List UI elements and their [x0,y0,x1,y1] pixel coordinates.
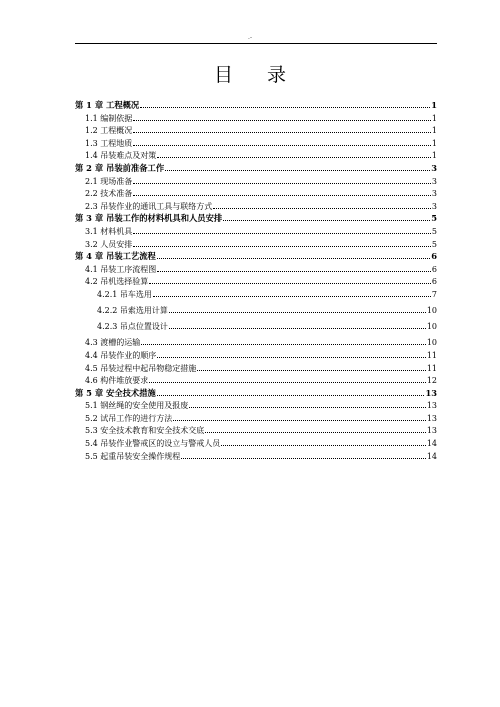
toc-entry-label: 3.1 材料机具 [85,226,133,236]
toc-entry-page: 6 [431,264,437,274]
toc-section-entry[interactable] [75,376,437,385]
toc-section-entry[interactable] [75,126,437,135]
toc-entry-page: 13 [426,426,437,436]
toc-leader-dots [157,258,430,259]
toc-entry-page: 3 [431,201,437,211]
toc-chapter-entry[interactable] [75,101,437,110]
toc-section-entry[interactable] [75,265,437,274]
toc-entry-label: 5.3 安全技术教育和安全技术交底 [85,426,205,436]
toc-entry-page: 3 [431,189,437,199]
toc-entry-label: 第 2 章 吊装前准备工作 [75,162,165,173]
toc-entry-label: 4.2.2 吊索选用计算 [97,306,168,316]
toc-entry-label: 第 1 章 工程概况 [75,100,140,110]
toc-section-entry[interactable] [75,414,437,423]
toc-leader-dots [169,312,426,313]
toc-entry-page: 10 [426,306,437,316]
toc-entry-page: 3 [431,176,437,186]
toc-section-entry[interactable] [75,322,437,331]
toc-section-entry[interactable] [75,439,437,448]
toc-section-entry[interactable] [75,290,437,299]
toc-leader-dots [213,208,431,209]
page-title: 目 录 [213,64,301,86]
toc-entry-page: 1 [431,126,437,136]
header-rule [75,43,437,44]
toc-section-entry[interactable] [75,351,437,360]
table-of-contents [75,101,437,464]
toc-entry-page: 5 [431,226,437,236]
toc-entry-label: 第 4 章 吊装工艺流程 [75,251,156,262]
toc-entry-page: 10 [426,338,437,348]
toc-entry-page: 5 [431,213,437,224]
toc-entry-label: 1.3 工程地质 [85,138,133,148]
toc-leader-dots [157,357,426,358]
toc-leader-dots [153,296,431,297]
toc-leader-dots [173,420,426,421]
toc-entry-page: 14 [426,439,437,449]
toc-section-entry[interactable] [75,338,437,347]
toc-section-entry[interactable] [75,364,437,373]
toc-leader-dots [205,432,426,433]
toc-entry-label: 1.1 编制依据 [85,113,133,123]
toc-leader-dots [157,271,431,272]
toc-chapter-entry[interactable] [75,389,437,398]
toc-entry-page: 13 [426,401,437,411]
toc-leader-dots [133,120,431,121]
toc-entry-label: 4.2.3 吊点位置设计 [97,322,168,332]
toc-section-entry[interactable] [75,240,437,249]
toc-leader-dots [181,458,426,459]
toc-entry-page: 13 [426,413,437,423]
toc-entry-page: 13 [425,387,437,398]
toc-section-entry[interactable] [75,151,437,160]
toc-entry-page: 1 [431,151,437,161]
toc-leader-dots [133,132,431,133]
toc-entry-label: 5.4 吊装作业警戒区的设立与警戒人员 [85,439,221,449]
toc-chapter-entry[interactable] [75,164,437,173]
toc-entry-page: 1 [431,113,437,123]
toc-section-entry[interactable] [75,177,437,186]
toc-section-entry[interactable] [75,452,437,461]
toc-leader-dots [141,344,426,345]
toc-entry-label: 4.3 渡槽的运输 [85,338,141,348]
toc-entry-label: 5.1 钢丝绳的安全使用及报废 [85,401,189,411]
toc-section-entry[interactable] [75,227,437,236]
toc-entry-page: 6 [431,277,437,287]
toc-entry-label: 3.2 人员安排 [85,239,133,249]
toc-section-entry[interactable] [75,202,437,211]
toc-entry-label: 2.1 现场准备 [85,176,133,186]
toc-entry-page: 5 [431,239,437,249]
toc-leader-dots [133,145,431,146]
toc-entry-page: 1 [431,138,437,148]
toc-chapter-entry[interactable] [75,214,437,223]
toc-entry-label: 1.4 吊装难点及对策 [85,151,157,161]
toc-leader-dots [165,170,430,171]
toc-entry-page: 6 [431,251,437,262]
toc-leader-dots [157,157,431,158]
toc-section-entry[interactable] [75,306,437,315]
toc-entry-label: 4.1 吊装工序流程图 [85,264,157,274]
toc-entry-label: 4.2 吊机选择验算 [85,277,149,287]
toc-entry-page: 11 [426,363,437,373]
toc-leader-dots [149,382,426,383]
toc-leader-dots [133,233,431,234]
toc-leader-dots [221,445,426,446]
toc-entry-label: 第 3 章 吊装工作的材料机具和人员安排 [75,213,223,224]
toc-entry-page: 10 [426,322,437,332]
toc-section-entry[interactable] [75,401,437,410]
toc-section-entry[interactable] [75,139,437,148]
toc-section-entry[interactable] [75,277,437,286]
toc-entry-label: 4.4 吊装作业的顺序 [85,350,157,360]
toc-entry-label: 2.3 吊装作业的通讯工具与联络方式 [85,201,213,211]
toc-leader-dots [189,407,426,408]
toc-entry-label: 5.5 起重吊装安全操作规程 [85,451,181,461]
toc-entry-label: 2.2 技术准备 [85,189,133,199]
toc-entry-page: 3 [431,162,437,173]
toc-leader-dots [197,370,426,371]
toc-leader-dots [149,283,431,284]
toc-leader-dots [157,395,425,396]
toc-entry-label: 4.6 构件堆放要求 [85,376,149,386]
toc-leader-dots [133,246,431,247]
toc-chapter-entry[interactable] [75,252,437,261]
toc-entry-label: 4.5 吊装过程中起吊物稳定措施 [85,363,197,373]
toc-entry-label: 5.2 试吊工作的进行方法 [85,413,173,423]
toc-entry-page: 1 [431,100,437,110]
toc-entry-page: 12 [426,376,437,386]
toc-leader-dots [133,183,431,184]
toc-leader-dots [140,107,430,108]
toc-entry-label: 1.2 工程概况 [85,126,133,136]
toc-leader-dots [133,195,431,196]
toc-section-entry[interactable] [75,426,437,435]
toc-entry-label: 第 5 章 安全技术措施 [75,387,156,398]
toc-leader-dots [169,328,426,329]
header-mark: .- [248,34,252,41]
toc-section-entry[interactable] [75,114,437,123]
toc-entry-page: 7 [431,290,437,300]
toc-section-entry[interactable] [75,189,437,198]
toc-leader-dots [223,220,430,221]
toc-entry-page: 14 [426,451,437,461]
toc-entry-page: 11 [426,350,437,360]
toc-entry-label: 4.2.1 吊车选用 [97,290,152,300]
